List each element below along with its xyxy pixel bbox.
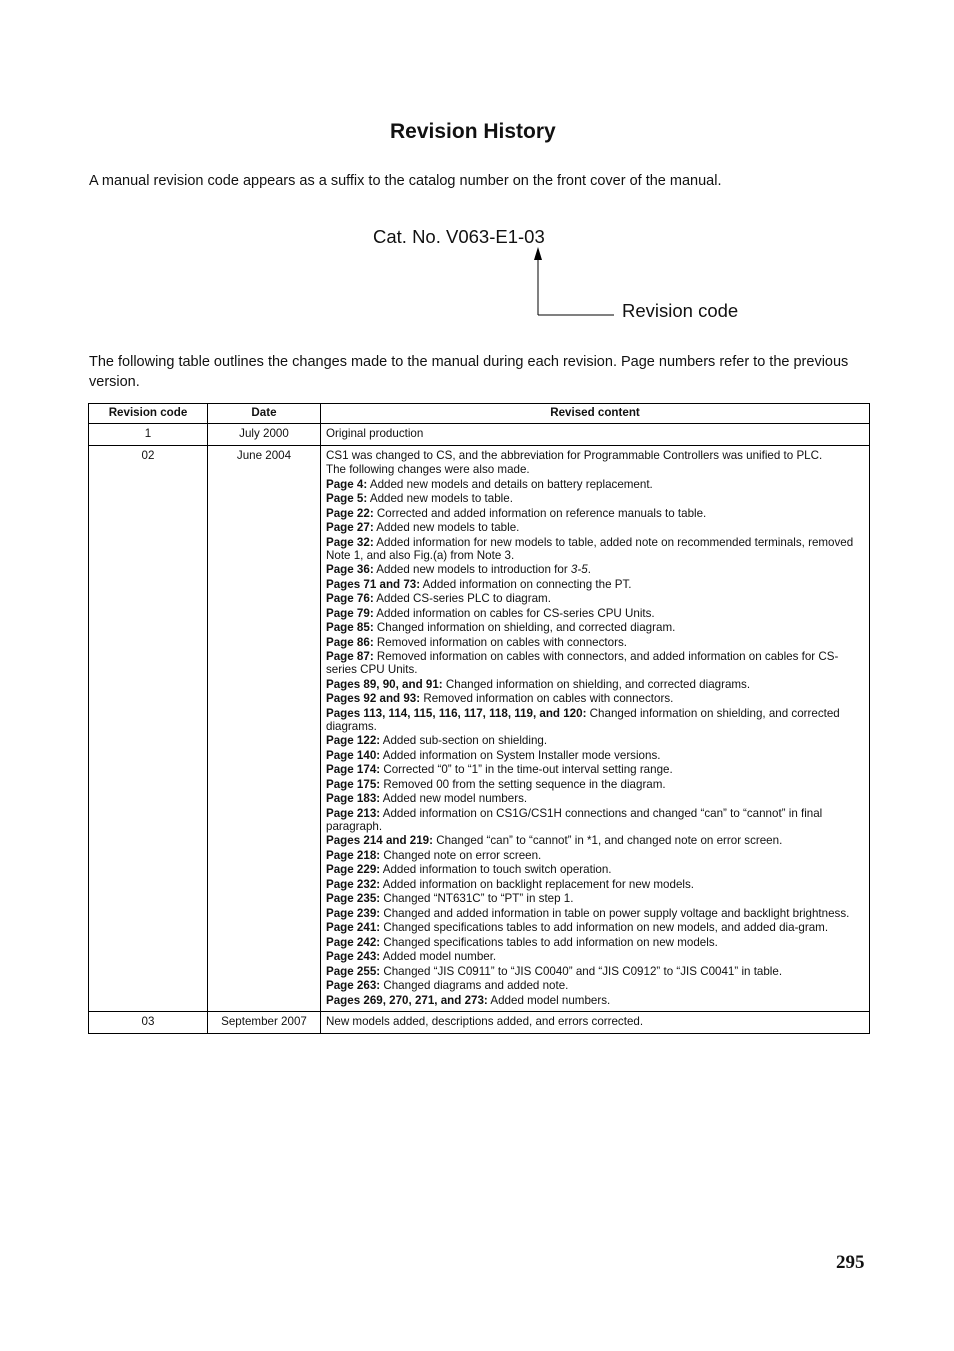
entry-page-ref: Page 175:	[326, 777, 381, 791]
entry-text: The following changes were also made.	[326, 463, 530, 476]
entry-text: Added information on CS1G/CS1H connections and changed “can” to “cannot” in final paragraph.	[326, 806, 823, 833]
revision-code-label: Revision code	[622, 300, 739, 321]
entry-text: Changed information on shielding, and corrected diagram.	[373, 621, 676, 634]
entry-text: Corrected “0” to “1” in the time-out interval setting range.	[380, 763, 673, 776]
cell-revision-code: 03	[89, 1012, 208, 1034]
entry-page-ref: Pages 113, 114, 115, 116, 117, 118, 119, and 120:	[326, 706, 587, 720]
revision-entry	[326, 1015, 864, 1028]
entry-text: Changed “can” to “cannot” in *1, and changed note on error screen.	[432, 834, 783, 847]
revision-entry	[326, 592, 864, 605]
entry-page-ref: Page 213:	[326, 806, 381, 820]
revision-entry	[326, 763, 864, 776]
entry-page-ref: Page 241:	[326, 921, 381, 934]
entry-text: Added information on System Installer mode versions.	[380, 748, 661, 762]
revision-entry	[326, 707, 864, 733]
cell-date: June 2004	[208, 445, 321, 1012]
table-row	[89, 445, 870, 1012]
revision-entry	[326, 878, 864, 891]
revision-entry	[326, 778, 864, 791]
revision-entry	[326, 521, 864, 534]
table-row	[89, 424, 870, 446]
entry-text: Added information for new models to table, added note on recommended terminals, removed Note 1, and also Fig.(a) from Note 3.	[326, 535, 854, 562]
entry-text: Changed information on shielding, and corrected diagrams.	[442, 677, 751, 691]
entry-page-ref: Page 255:	[326, 964, 381, 978]
table-row	[89, 1012, 870, 1034]
revision-entry	[326, 427, 864, 440]
entry-page-ref: Pages 92 and 93:	[326, 692, 421, 705]
catalog-number: Cat. No. V063-E1-03	[373, 226, 545, 247]
entry-page-ref: Pages 269, 270, 271, and 273:	[326, 993, 488, 1007]
cell-date: September 2007	[208, 1012, 321, 1034]
entry-text: Removed information on cables with connectors, and added information on cables for CS-series CPU Units.	[326, 650, 839, 676]
entry-text: Changed “NT631C” to “PT” in step 1.	[380, 892, 574, 905]
entry-text: Added new models to table.	[373, 521, 520, 534]
entry-page-ref: Page 32:	[326, 535, 374, 549]
entry-page-ref: Page 243:	[326, 950, 381, 963]
revision-entry	[326, 921, 864, 934]
entry-page-ref: Page 85:	[326, 621, 374, 634]
entry-text: Changed diagrams and added note.	[380, 979, 569, 992]
entry-text: Changed information on shielding, and corrected diagrams.	[326, 706, 840, 733]
revision-entry	[326, 563, 864, 576]
revision-entry	[326, 449, 864, 462]
revision-entry	[326, 607, 864, 620]
revision-entry	[326, 492, 864, 505]
revision-entry	[326, 936, 864, 949]
entry-text: Added information on backlight replacement for new models.	[380, 877, 694, 891]
entry-page-ref: Page 27:	[326, 521, 374, 534]
entry-page-ref: Pages 89, 90, and 91:	[326, 677, 443, 691]
entry-text: Added information on connecting the PT.	[420, 577, 632, 591]
revision-entry	[326, 536, 864, 562]
table-intro-paragraph: The following table outlines the changes made to the manual during each revision. Page numbers refer to the previous version.	[89, 354, 849, 390]
cell-revision-code: 1	[89, 424, 208, 446]
entry-page-ref: Page 86:	[326, 635, 374, 649]
entry-text: Added sub-section on shielding.	[380, 734, 548, 747]
table-header-row	[89, 404, 870, 424]
entry-page-ref: Page 87:	[326, 650, 374, 663]
entry-page-ref: Page 5:	[326, 492, 368, 505]
revision-entry	[326, 749, 864, 762]
entry-page-ref: Pages 214 and 219:	[326, 834, 433, 847]
revision-entry	[326, 578, 864, 591]
entry-page-ref: Page 235:	[326, 892, 381, 905]
revision-code-arrow	[530, 246, 620, 322]
cell-revised-content	[321, 445, 870, 1012]
entry-text: Added new models to introduction for	[373, 563, 571, 576]
entry-text: Added new models and details on battery replacement.	[367, 477, 653, 491]
cell-revised-content	[321, 424, 870, 446]
entry-page-ref: Page 242:	[326, 935, 381, 949]
page-number: 295	[836, 1252, 865, 1273]
revision-entry	[326, 621, 864, 634]
entry-text: Added model numbers.	[487, 993, 611, 1007]
entry-text: Changed note on error screen.	[380, 848, 542, 862]
entry-page-ref: Page 22:	[326, 506, 374, 520]
header-revision-code: Revision code	[89, 404, 208, 424]
header-revised-content: Revised content	[321, 404, 870, 424]
intro-paragraph: A manual revision code appears as a suffix to the catalog number on the front cover of the manual.	[89, 173, 722, 189]
entry-page-ref: Page 263:	[326, 979, 381, 992]
revision-entry	[326, 734, 864, 747]
entry-text: Added model number.	[380, 950, 497, 963]
revision-entry	[326, 950, 864, 963]
entry-text: CS1 was changed to CS, and the abbreviation for Programmable Controllers was unified to PLC.	[326, 448, 823, 462]
revision-entry	[326, 965, 864, 978]
entry-text: Changed specifications tables to add information on new models.	[380, 935, 718, 949]
revision-entry	[326, 994, 864, 1007]
entry-page-ref: Page 122:	[326, 734, 381, 747]
entry-text: Changed “JIS C0911” to “JIS C0040” and “JIS C0912” to “JIS C0041” in table.	[380, 964, 783, 978]
entry-text: Removed information on cables with connectors.	[420, 692, 674, 705]
page-title: Revision History	[390, 120, 556, 143]
entry-section-ref: 3-5	[570, 563, 588, 576]
revision-entry	[326, 863, 864, 876]
entry-page-ref: Page 174:	[326, 763, 381, 776]
revision-entry	[326, 636, 864, 649]
revision-entry	[326, 507, 864, 520]
entry-page-ref: Page 76:	[326, 592, 374, 605]
entry-page-ref: Page 239:	[326, 906, 381, 920]
revision-entry	[326, 907, 864, 920]
entry-page-ref: Page 232:	[326, 877, 381, 891]
entry-text: Added new model numbers.	[380, 792, 528, 805]
entry-page-ref: Page 229:	[326, 863, 381, 876]
revision-entry	[326, 834, 864, 847]
revision-entry	[326, 650, 864, 676]
entry-page-ref: Pages 71 and 73:	[326, 577, 421, 591]
revision-entry	[326, 807, 864, 833]
entry-page-ref: Page 36:	[326, 563, 374, 576]
revision-entry	[326, 678, 864, 691]
revision-entry	[326, 463, 864, 476]
cell-date: July 2000	[208, 424, 321, 446]
entry-text: Removed 00 from the setting sequence in the diagram.	[380, 777, 666, 791]
revision-entry	[326, 792, 864, 805]
entry-text: Removed information on cables with connectors.	[373, 635, 627, 649]
entry-text-end: .	[587, 563, 591, 576]
header-date: Date	[208, 404, 321, 424]
entry-text: Added CS-series PLC to diagram.	[373, 592, 551, 605]
revision-entry	[326, 849, 864, 862]
entry-page-ref: Page 4:	[326, 477, 368, 491]
entry-text: Added information to touch switch operation.	[380, 863, 612, 876]
entry-text: New models added, descriptions added, and errors corrected.	[326, 1015, 644, 1028]
revision-table-body	[89, 424, 870, 1034]
entry-text: Original production	[326, 427, 424, 440]
entry-text: Changed specifications tables to add information on new models, and added dia-gram.	[380, 921, 829, 934]
entry-text: Added information on cables for CS-series CPU Units.	[373, 606, 655, 620]
revision-table	[88, 403, 870, 1034]
cell-revision-code: 02	[89, 445, 208, 1012]
entry-page-ref: Page 218:	[326, 848, 381, 862]
cell-revised-content	[321, 1012, 870, 1034]
entry-text: Corrected and added information on reference manuals to table.	[373, 506, 707, 520]
entry-text: Added new models to table.	[367, 492, 513, 505]
revision-entry	[326, 979, 864, 992]
revision-entry	[326, 478, 864, 491]
revision-entry	[326, 692, 864, 705]
entry-page-ref: Page 140:	[326, 748, 381, 762]
revision-entry	[326, 892, 864, 905]
entry-text: Changed and added information in table on power supply voltage and backlight brightness.	[380, 906, 850, 920]
entry-page-ref: Page 79:	[326, 606, 374, 620]
entry-page-ref: Page 183:	[326, 792, 381, 805]
